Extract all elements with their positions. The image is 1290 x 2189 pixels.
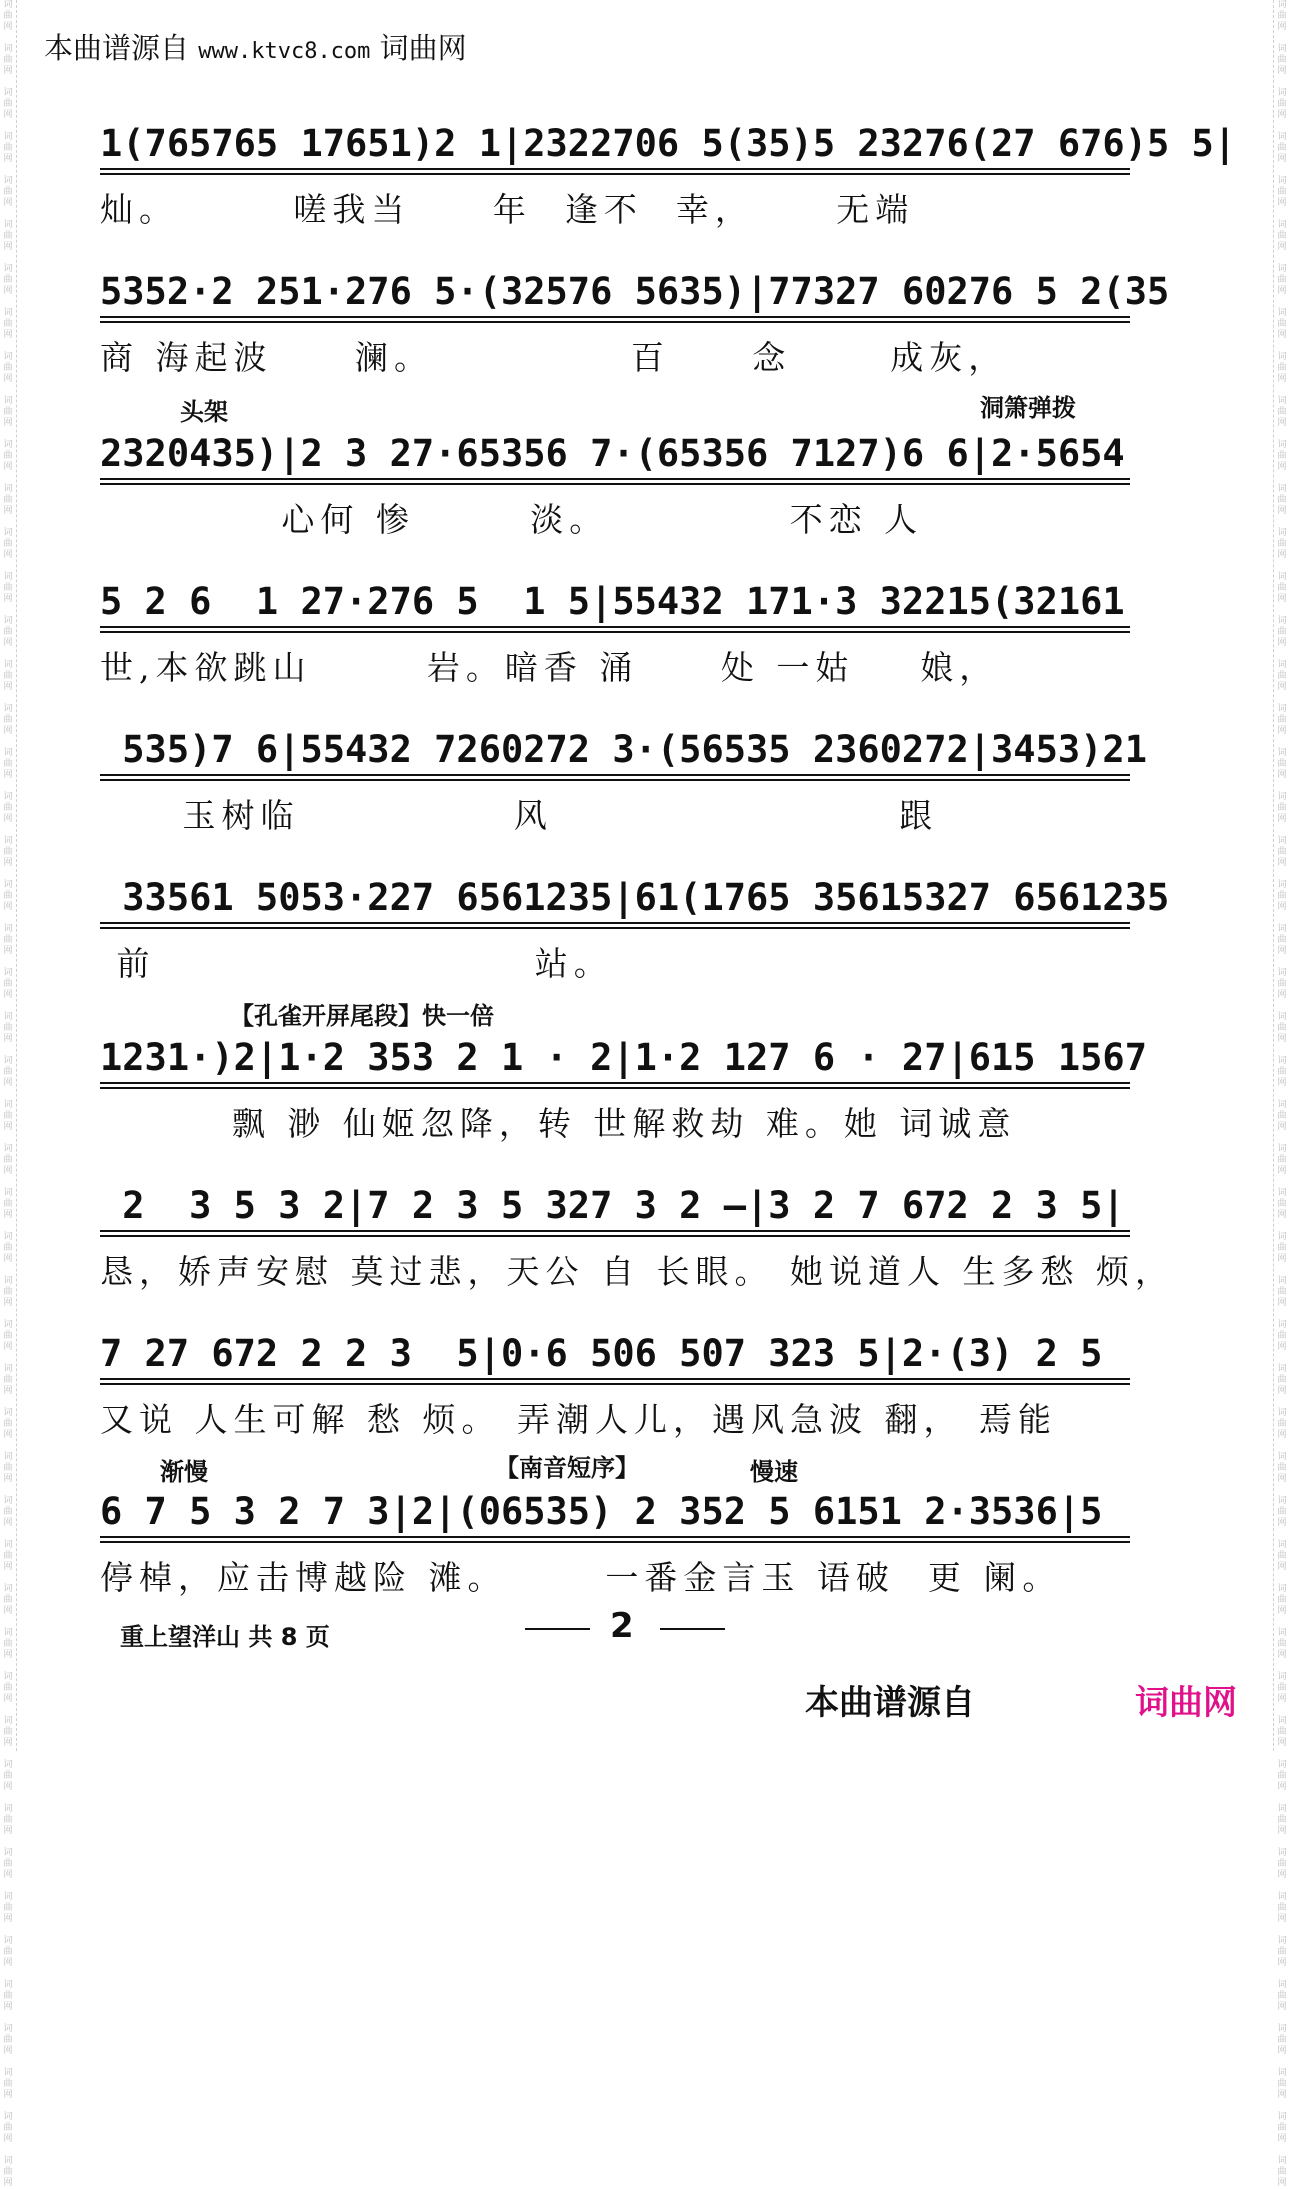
annotation-kong-que: 【孔雀开屏尾段】快一倍 [230,1002,494,1030]
beat-underline [100,922,1130,929]
lyric-line: 心何 惨 淡。 不恋 人 [100,500,924,539]
notation-line: 1(765765 17651)2 1|2322706 5(35)5 23276(27 676)5 5| [100,122,1237,165]
left-watermark-strip: 词 曲 网 词 曲 网 词 曲 网 词 曲 网 词 曲 网 词 曲 网 词 曲 网 词 曲 网 词 曲 网 词 曲 网 词 曲 网 词 曲 网 词 曲 网 词 曲 网 词 曲 网 词 曲 网 词 曲 网 词 曲 网 词 曲 网 词 曲 网 词 曲 网 词 曲 网 词 曲 网 词 曲 网 词 曲 网 词 曲 网 词 曲 网 词 曲 网 词 曲 网 词 曲 网 词 曲 网 词 曲 网 词 曲 网 词 曲 网 词 曲 网 词 曲 网 词 曲 网 词 曲 网 词 曲 网 词 曲 网 词 曲 网 词 曲 网 词 曲 网 词 曲 网 词 曲 网 词 曲 网 词 曲 网 词 曲 网 词 曲 网 词 曲 网 [0,0,17,1751]
annotation-jian-man: 渐慢 [160,1458,208,1486]
lyric-line: 灿。 嗟我当 年 逢不 幸， 无端 [100,190,915,229]
footer-title: 重上望洋山 共 8 页 [120,1623,330,1651]
notation-line: 6 7 5 3 2 7 3|2|(06535) 2 352 5 6151 2·3536|5 [100,1490,1103,1533]
beat-underline [100,626,1130,633]
page-rule-right [660,1628,725,1630]
beat-underline [100,478,1130,485]
footer-brand-logo[interactable]: 词曲网 [1135,1683,1237,1723]
annotation-dong-xiao: 洞箫弹拨 [980,394,1076,422]
music-score [100,112,1237,1628]
notation-line: 5352·2 251·276 5·(32576 5635)|77327 60276 5 2(35 [100,270,1170,313]
footer-source: 本曲谱源自 [805,1683,975,1723]
notation-line: 1231·)2|1·2 353 2 1 · 2|1·2 127 6 · 27|615 1567 [100,1036,1147,1079]
lyric-line: 又说 人生可解 愁 烦。 弄潮人儿，遇风急波 翻， 焉能 [100,1400,1057,1439]
annotation-nan-yin: 【南音短序】 [495,1454,639,1482]
beat-underline [100,316,1130,323]
notation-line: 7 27 672 2 2 3 5|0·6 506 507 323 5|2·(3) 2 5 [100,1332,1103,1375]
beat-underline [100,1536,1130,1543]
beat-underline [100,1378,1130,1385]
lyric-line: 商 海起波 澜。 百 念 成灰， [100,338,1008,377]
annotation-tou-jia: 头架 [180,398,228,426]
beat-underline [100,1082,1130,1089]
lyric-line: 玉树临 风 跟 [100,796,939,835]
right-watermark-strip: 词 曲 网 词 曲 网 词 曲 网 词 曲 网 词 曲 网 词 曲 网 词 曲 网 词 曲 网 词 曲 网 词 曲 网 词 曲 网 词 曲 网 词 曲 网 词 曲 网 词 曲 网 词 曲 网 词 曲 网 词 曲 网 词 曲 网 词 曲 网 词 曲 网 词 曲 网 词 曲 网 词 曲 网 词 曲 网 词 曲 网 词 曲 网 词 曲 网 词 曲 网 词 曲 网 词 曲 网 词 曲 网 词 曲 网 词 曲 网 词 曲 网 词 曲 网 词 曲 网 词 曲 网 词 曲 网 词 曲 网 词 曲 网 词 曲 网 词 曲 网 词 曲 网 词 曲 网 词 曲 网 词 曲 网 词 曲 网 词 曲 网 词 曲 网 [1273,0,1290,1751]
score-system-8 [100,1174,1174,1322]
score-system-1 [100,112,1237,260]
score-system-4 [100,570,1140,718]
beat-underline [100,168,1130,175]
annotation-man-su: 慢速 [750,1458,798,1486]
header-url[interactable]: www.ktvc8.com [198,39,371,64]
score-system-3 [100,394,1140,570]
score-system-5 [100,718,1147,866]
notation-line: 5 2 6 1 27·276 5 1 5|55432 171·3 32215(32161 [100,580,1125,623]
notation-line: 33561 5053·227 6561235|61(1765 35615327 6561235 [100,876,1170,919]
page-header [44,26,467,67]
beat-underline [100,1230,1130,1237]
lyric-line: 前 站。 [100,944,613,983]
score-system-6 [100,866,1170,1014]
header-source: 本曲谱源自 [44,31,190,65]
lyric-line: 飘 渺 仙姬忽降，转 世解救劫 难。她 词诚意 [100,1104,1017,1143]
lyric-line: 停棹，应击博越险 滩。 一番金言玉 语破 更 阑。 [100,1558,1062,1597]
lyric-line: 恳，娇声安慰 莫过悲，天公 自 长眼。 她说道人 生多愁 烦， [100,1252,1174,1291]
lyric-line: 世,本欲跳山 岩。暗香 涌 处 一姑 娘， [100,648,999,687]
header-site: 词曲网 [379,31,467,65]
page-rule-left [525,1628,590,1630]
notation-line: 2 3 5 3 2|7 2 3 5 327 3 2 —|3 2 7 672 2 3 5| [100,1184,1125,1227]
notation-line: 2320435)|2 3 27·65356 7·(65356 7127)6 6|2·5654 [100,432,1125,475]
beat-underline [100,774,1130,781]
page-number: 2 [610,1606,634,1646]
score-system-2 [100,260,1170,408]
score-system-7 [100,1002,1147,1174]
notation-line: 535)7 6|55432 7260272 3·(56535 2360272|3453)21 [100,728,1147,771]
